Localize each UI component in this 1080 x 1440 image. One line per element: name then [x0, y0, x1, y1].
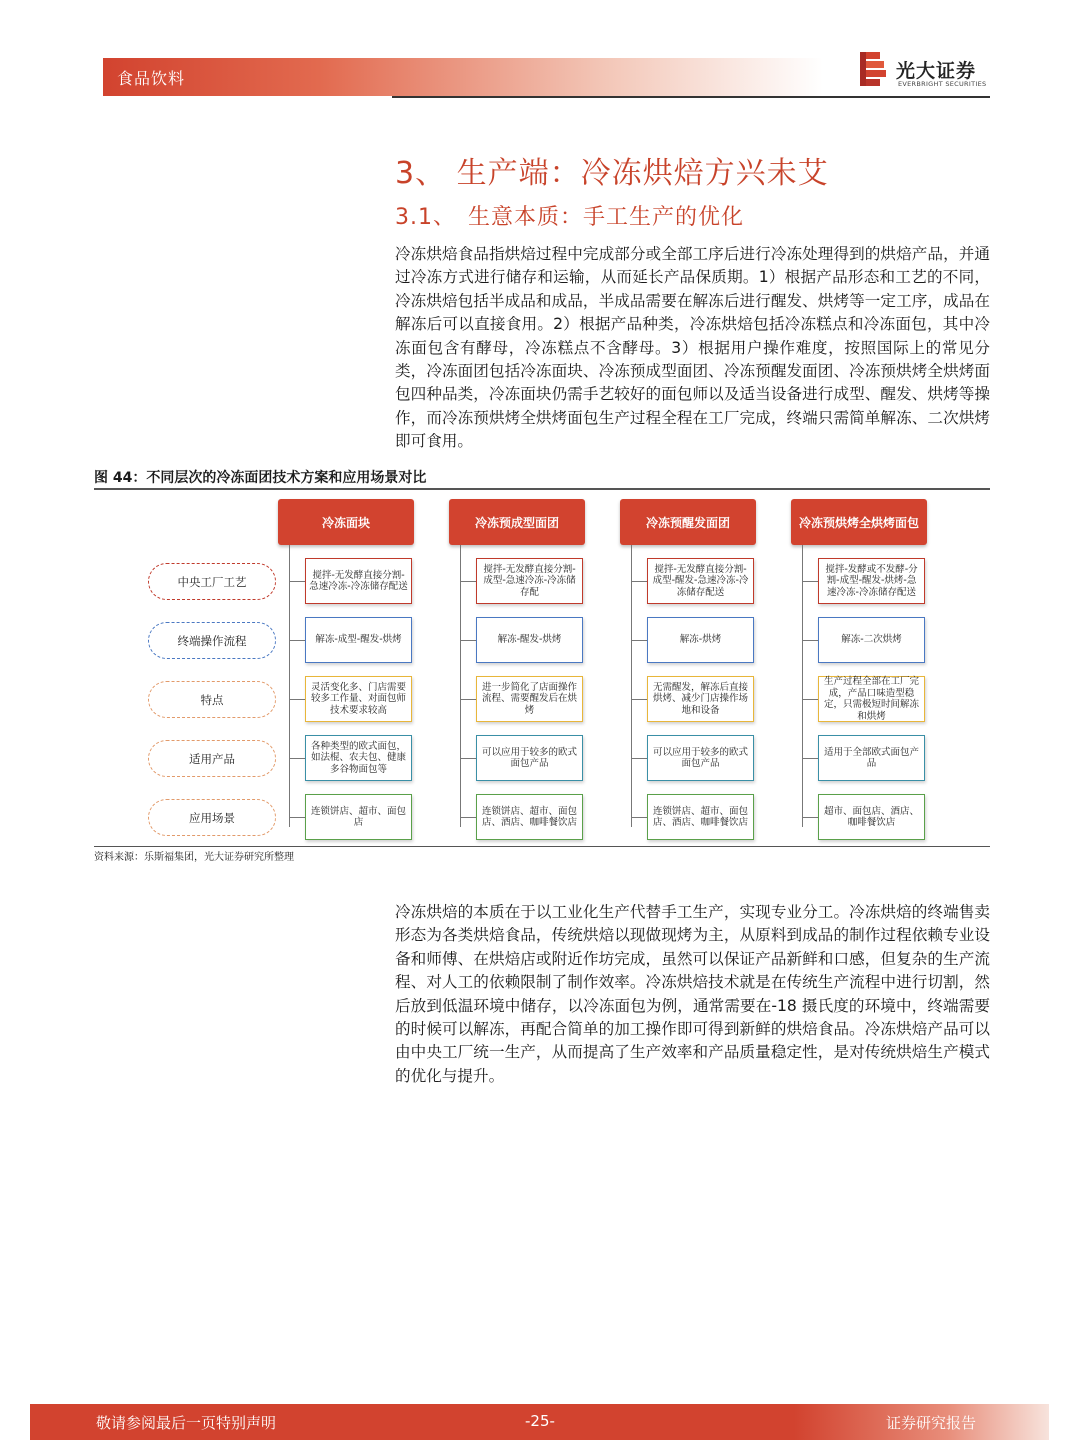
footer-report-type: 证券研究报告: [886, 1414, 977, 1432]
table-cell: 连锁饼店、超市、面包店、酒店、咖啡餐饮店: [476, 794, 583, 840]
cell-connector: [460, 758, 476, 759]
section-heading: 3、 生产端：冷冻烘焙方兴未艾: [395, 156, 829, 191]
table-cell: 可以应用于较多的欧式面包产品: [647, 735, 754, 781]
cell-connector: [460, 640, 476, 641]
table-cell: 进一步简化了店面操作流程、需要醒发后在烘烤: [476, 676, 583, 722]
row-label: 特点: [148, 681, 276, 718]
table-cell: 灵活变化多、门店需要较多工作量、对面包师技术要求较高: [305, 676, 412, 722]
cell-connector: [631, 699, 647, 700]
table-cell: 解冻-醒发-烘烤: [476, 617, 583, 663]
table-cell: 搅拌-无发酵直接分割-成型-醒发-急速冷冻-冷冻储存配送: [647, 558, 754, 604]
cell-connector: [289, 699, 305, 700]
table-cell: 无需醒发，解冻后直接烘烤、减少门店操作场地和设备: [647, 676, 754, 722]
cell-connector: [289, 581, 305, 582]
column-connector: [631, 545, 632, 827]
table-cell: 连锁饼店、超市、面包店、酒店、咖啡餐饮店: [647, 794, 754, 840]
cell-connector: [802, 758, 818, 759]
header-section: 食品饮料: [117, 69, 186, 88]
cell-connector: [802, 640, 818, 641]
column-connector: [802, 545, 803, 827]
column-connector: [460, 545, 461, 827]
cell-connector: [289, 817, 305, 818]
table-cell: 解冻-烘烤: [647, 617, 754, 663]
header-band: [103, 58, 823, 96]
table-cell: 解冻-二次烘烤: [818, 617, 925, 663]
cell-connector: [460, 817, 476, 818]
table-cell: 生产过程全部在工厂完成，产品口味造型稳定，只需极短时间解冻和烘烤: [818, 676, 925, 722]
table-cell: 搅拌-发酵或不发酵-分割-成型-醒发-烘烤-急速冷冻-冷冻储存配送: [818, 558, 925, 604]
column-header: 冷冻面块: [278, 499, 414, 545]
cell-connector: [802, 699, 818, 700]
footer-band: [30, 1404, 1049, 1440]
table-cell: 搅拌-无发酵直接分割-急速冷冻-冷冻储存配送: [305, 558, 412, 604]
subsection-heading: 3.1、 生意本质：手工生产的优化: [395, 205, 744, 230]
logo-name-en: EVERBRIGHT SECURITIES: [898, 80, 987, 88]
column-header: 冷冻预成型面团: [449, 499, 585, 545]
cell-connector: [289, 758, 305, 759]
row-label: 中央工厂工艺: [148, 563, 276, 600]
company-logo: [858, 52, 998, 92]
table-cell: 连锁饼店、超市、面包店: [305, 794, 412, 840]
cell-connector: [460, 699, 476, 700]
table-cell: 可以应用于较多的欧式面包产品: [476, 735, 583, 781]
cell-connector: [631, 758, 647, 759]
table-cell: 搅拌-无发酵直接分割-成型-急速冷冻-冷冻储存配: [476, 558, 583, 604]
page-number: -25-: [525, 1412, 555, 1430]
table-cell: 解冻-成型-醒发-烘烤: [305, 617, 412, 663]
figure-source: 资料来源：乐斯福集团，光大证券研究所整理: [94, 852, 294, 863]
row-label: 适用产品: [148, 740, 276, 777]
header-rule: [392, 96, 990, 98]
column-header: 冷冻预烘烤全烘烤面包: [791, 499, 927, 545]
body-paragraph-1: 冷冻烘焙食品指烘焙过程中完成部分或全部工序后进行冷冻处理得到的烘焙产品，并通过冷冻方式进行储存和运输，从而延长产品保质期。1）根据产品形态和工艺的不同，冷冻烘焙包括半成品和成品，半成品需要在解冻后进行醒发、烘烤等一定工序，成品在解冻后可以直接食用。2）根据产品种类，冷冻烘焙包括冷冻糕点和冷冻面包，其中冷冻面包含有酵母，冷冻糕点不含酵母。3）根据用户操作难度，按照国际上的常见分类，冷冻面团包括冷冻面块、冷冻预成型面团、冷冻预醒发面团、冷冻预烘烤全烘烤面包四种品类，冷冻面块仍需手艺较好的面包师以及适当设备进行成型、醒发、烘烤等操作，而冷冻预烘烤全烘烤面包生产过程全程在工厂完成，终端只需简单解冻、二次烘烤即可食用。: [395, 245, 990, 451]
row-label: 终端操作流程: [148, 622, 276, 659]
column-header: 冷冻预醒发面团: [620, 499, 756, 545]
figure-title: 图 44：不同层次的冷冻面团技术方案和应用场景对比: [94, 470, 427, 486]
row-label: 应用场景: [148, 799, 276, 836]
column-connector: [289, 545, 290, 827]
table-cell: 各种类型的欧式面包，如法棍、农夫包、健康多谷物面包等: [305, 735, 412, 781]
footer-disclaimer: 敬请参阅最后一页特别声明: [96, 1414, 277, 1432]
cell-connector: [631, 581, 647, 582]
table-cell: 超市、面包店、酒店、咖啡餐饮店: [818, 794, 925, 840]
cell-connector: [802, 581, 818, 582]
figure-bottom-rule: [94, 846, 990, 847]
cell-connector: [802, 817, 818, 818]
cell-connector: [460, 581, 476, 582]
figure-top-rule: [94, 488, 990, 490]
body-paragraph-2: 冷冻烘焙的本质在于以工业化生产代替手工生产，实现专业分工。冷冻烘焙的终端售卖形态为各类烘焙食品，传统烘焙以现做现烤为主，从原料到成品的制作过程依赖专业设备和师傅、在烘焙店或附近作坊完成，虽然可以保证产品新鲜和口感，但复杂的生产流程、对人工的依赖限制了制作效率。冷冻烘焙技术就是在传统生产流程中进行切割，然后放到低温环境中储存，以冷冻面包为例，通常需要在-18 摄氏度的环境中，终端需要的时候可以解冻，再配合简单的加工操作即可得到新鲜的烘焙食品。冷冻烘焙产品可以由中央工厂统一生产，从而提高了生产效率和产品质量稳定性，是对传统烘焙生产模式的优化与提升。: [395, 903, 990, 1085]
logo-mark-icon: [858, 52, 888, 90]
cell-connector: [289, 640, 305, 641]
cell-connector: [631, 640, 647, 641]
cell-connector: [631, 817, 647, 818]
logo-name-cn: 光大证券: [896, 60, 977, 82]
table-cell: 适用于全部欧式面包产品: [818, 735, 925, 781]
